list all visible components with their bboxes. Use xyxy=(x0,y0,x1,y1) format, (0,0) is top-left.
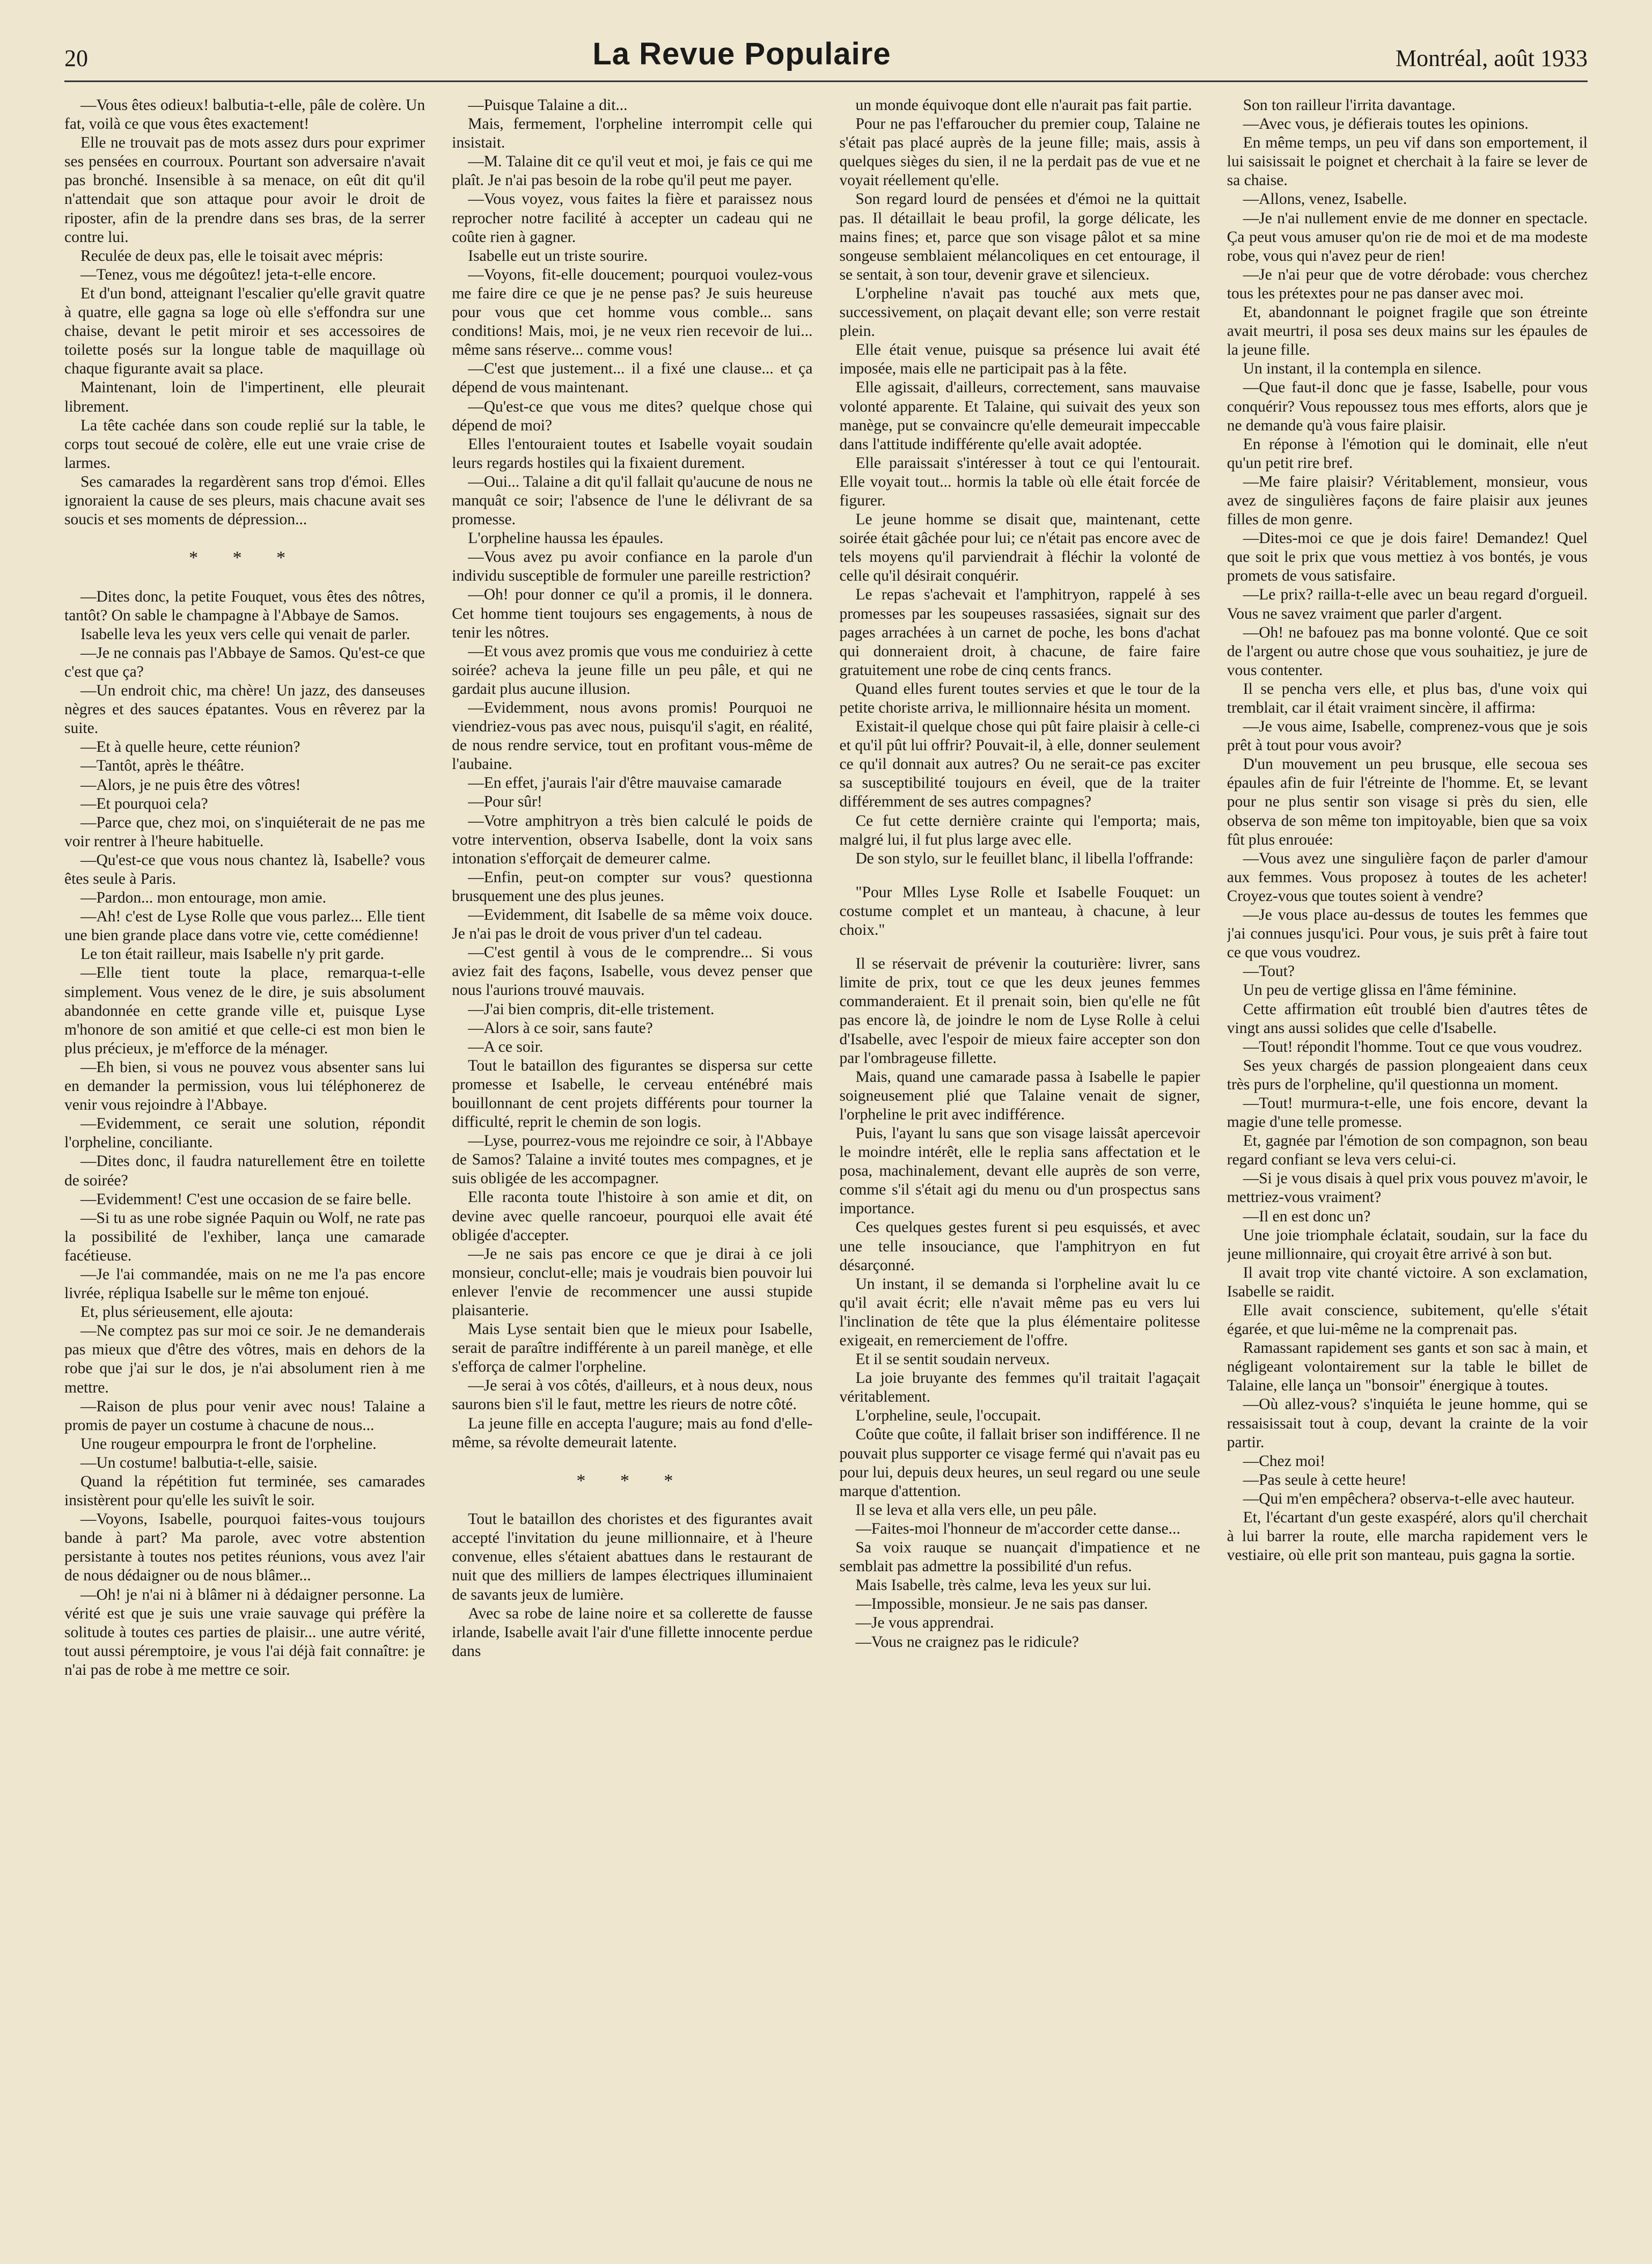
paragraph: —Je n'ai nullement envie de me donner en spectacle. Ça peut vous amuser qu'on rie de moi et de ma modeste robe, vous qui n'avez peur de rien! xyxy=(1227,209,1588,265)
paragraph: L'orpheline n'avait pas touché aux mets que, successivement, on plaçait devant elle; son verre restait plein. xyxy=(839,284,1200,340)
paragraph: L'orpheline, seule, l'occupait. xyxy=(855,1407,1041,1425)
paragraph: Il se leva et alla vers elle, un peu pâle. xyxy=(855,1501,1097,1519)
paragraph: —M. Talaine dit ce qu'il veut et moi, je fais ce qui me plaît. Je n'ai pas besoin de la robe qu'il peut me payer. xyxy=(452,153,813,189)
paragraph: —J'ai bien compris, dit-elle tristement. xyxy=(468,1000,715,1018)
paragraph: —Je vous apprendrai. xyxy=(855,1614,994,1632)
paragraph: —Avec vous, je défierais toutes les opinions. xyxy=(1243,115,1529,133)
paragraph: —Raison de plus pour venir avec nous! Talaine a promis de payer un costume à chacune de nous... xyxy=(64,1397,425,1434)
paragraph: —Si tu as une robe signée Paquin ou Wolf, ne rate pas la possibilité de l'exhiber, lança une camarade facétieuse. xyxy=(64,1209,425,1264)
paragraph: Un instant, il se demanda si l'orpheline avait lu ce qu'il avait écrit; elle n'avait même pas eu vers lui l'inclination de tête que la plus élémentaire politesse exigeait, en remerciement de l'offre. xyxy=(839,1275,1200,1349)
paragraph: Cette affirmation eût troublé bien d'autres têtes de vingt ans aussi solides que celle d'Isabelle. xyxy=(1227,1000,1588,1037)
paragraph: Puis, l'ayant lu sans que son visage laissât apercevoir le moindre intérêt, elle le replia sans affectation et le posa, machinalement, devant elle auprès de son verre, comme s'il s'était agi du menu ou d'un prospectus sans importance. xyxy=(839,1124,1200,1218)
paragraph: —Vous avez une singulière façon de parler d'amour aux femmes. Vous proposez à toutes de les acheter! Croyez-vous que toutes soient à vendre? xyxy=(1227,849,1588,905)
paragraph: —Un costume! balbutia-t-elle, saisie. xyxy=(80,1454,318,1471)
paragraph: —Tout? xyxy=(1243,963,1295,980)
paragraph: —Oh! je n'ai ni à blâmer ni à dédaigner personne. La vérité est que je suis une vraie sauvage qui préfère la solitude à toutes ces parties de plaisir... une autre vérité, tout aussi péremptoire, je vous l'ai déjà fait connaître: je n'ai pas de robe à me mettre ce soir. xyxy=(64,1586,425,1679)
paragraph: —Elle tient toute la place, remarqua-t-elle simplement. Vous venez de le dire, je suis absolument abandonnée en cette grande ville et, puisque Lyse m'honore de son amitié et que celle-ci est mon bien le plus précieux, je m'efforce de la ménager. xyxy=(64,964,425,1057)
paragraph: Sa voix rauque se nuançait d'impatience et ne semblait pas admettre la possibilité d'un refus. xyxy=(839,1539,1200,1576)
paragraph: En même temps, un peu vif dans son emportement, il lui saisissait le poignet et cherchait à la faire se lever de sa chaise. xyxy=(1227,134,1588,189)
paragraph: Elles l'entouraient toutes et Isabelle voyait soudain leurs regards hostiles qui la fixaient durement. xyxy=(452,435,813,472)
paragraph: —Alors, je ne puis être des vôtres! xyxy=(80,776,301,794)
paragraph: Il avait trop vite chanté victoire. A son exclamation, Isabelle se raidit. xyxy=(1227,1264,1588,1300)
paragraph: Un instant, il la contempla en silence. xyxy=(1243,360,1481,378)
paragraph: La jeune fille en accepta l'augure; mais au fond d'elle-même, sa révolte demeurait latente. xyxy=(452,1415,813,1451)
paragraph: Et, l'écartant d'un geste exaspéré, alors qu'il cherchait à lui barrer la route, elle marcha rapidement vers le vestiaire, où elle prit son manteau, puis gagna la sortie. xyxy=(1227,1509,1588,1564)
paragraph: —Un endroit chic, ma chère! Un jazz, des danseuses nègres et des sauces épatantes. Vous en rêverez par la suite. xyxy=(64,682,425,737)
paragraph: Le jeune homme se disait que, maintenant, cette soirée était gâchée pour lui; ce n'était pas encore avec de tels moyens qu'il parviendrait à fléchir la volonté de celle qu'il désirait conquérir. xyxy=(839,511,1200,585)
paragraph: Il se pencha vers elle, et plus bas, d'une voix qui tremblait, car il était vraiment sincère, il affirma: xyxy=(1227,680,1588,716)
paragraph: —Je serai à vos côtés, d'ailleurs, et à nous deux, nous saurons bien s'il le faut, mettre les rieurs de notre côté. xyxy=(452,1377,813,1413)
text-column-1 xyxy=(64,96,425,2232)
paragraph: Coûte que coûte, il fallait briser son indifférence. Il ne pouvait plus supporter ce visage fermé qui n'avait pas eu pour lui, depuis deux heures, un seul regard ou une seule marque d'attention. xyxy=(839,1426,1200,1500)
paragraph: Reculée de deux pas, elle le toisait avec mépris: xyxy=(80,247,384,265)
paragraph: —Votre amphitryon a très bien calculé le poids de votre intervention, observa Isabelle, dont la voix sans intonation s'efforçait de demeurer calme. xyxy=(452,812,813,867)
paragraph: —Tantôt, après le théâtre. xyxy=(80,757,245,775)
paragraph: Elle était venue, puisque sa présence lui avait été imposée, mais elle ne participait pas à la fête. xyxy=(839,341,1200,378)
paragraph: Tout le bataillon des choristes et des figurantes avait accepté l'invitation du jeune millionnaire, et à l'heure convenue, elles s'étaient abattues dans le restaurant de nuit que des milliers de lampes électriques illuminaient de savants jeux de lumière. xyxy=(452,1511,813,1603)
paragraph: Maintenant, loin de l'impertinent, elle pleurait librement. xyxy=(64,379,425,415)
paragraph: Elle raconta toute l'histoire à son amie et dit, on devine avec quelle rancoeur, pourquoi elle avait été obligée d'accepter. xyxy=(452,1189,813,1244)
quoted-note: "Pour Mlles Lyse Rolle et Isabelle Fouquet: un costume complet et un manteau, à chacune, à leur choix." xyxy=(839,883,1200,939)
paragraph: Ces quelques gestes furent si peu esquissés, et avec une telle insouciance, que l'amphitryon en fut désarçonné. xyxy=(839,1219,1200,1274)
paragraph: —Et vous avez promis que vous me conduiriez à cette soirée? acheva la jeune fille un peu pâle, et qui ne gardait plus aucune illusion. xyxy=(452,642,813,698)
paragraph: Isabelle eut un triste sourire. xyxy=(468,247,648,265)
paragraph: —Dites-moi ce que je dois faire! Demandez! Quel que soit le prix que vous mettiez à vos bontés, je vous promets de vous satisfaire. xyxy=(1227,530,1588,585)
paragraph: —Je vous aime, Isabelle, comprenez-vous que je sois prêt à tout pour vous avoir? xyxy=(1227,718,1588,754)
page-header xyxy=(64,32,1588,72)
text-column-4 xyxy=(1227,96,1588,2232)
paragraph: —Que faut-il donc que je fasse, Isabelle, pour vous conquérir? Vous repoussez tous mes efforts, alors que je ne demande qu'à vous faire plaisir. xyxy=(1227,379,1588,434)
page-number: 20 xyxy=(64,45,88,71)
paragraph: —Pardon... mon entourage, mon amie. xyxy=(80,889,326,907)
header-rule xyxy=(64,80,1588,82)
paragraph: —Vous ne craignez pas le ridicule? xyxy=(855,1633,1079,1651)
paragraph: Une rougeur empourpra le front de l'orpheline. xyxy=(80,1435,377,1453)
paragraph: —Faites-moi l'honneur de m'accorder cette danse... xyxy=(855,1520,1180,1537)
paragraph: —Parce que, chez moi, on s'inquiéterait de ne pas me voir rentrer à l'heure habituelle. xyxy=(64,814,425,850)
paragraph: —Impossible, monsieur. Je ne sais pas danser. xyxy=(855,1595,1148,1613)
paragraph: Le repas s'achevait et l'amphitryon, rappelé à ses promesses par les soupeuses rassasiées, signait sur des pages arrachées à un carnet de poche, les bons d'achat qui donneraient droit, à chacune, de faire faire gratuitement une robe de cinq cents francs. xyxy=(839,586,1200,679)
paragraph: —En effet, j'aurais l'air d'être mauvaise camarade xyxy=(468,774,782,792)
paragraph: Elle agissait, d'ailleurs, correctement, sans mauvaise volonté apparente. Et Talaine, qui suivait des yeux son manège, put se convaincre qu'elle demeurait impeccable dans l'attitude indifférente qu'elle avait adoptée. xyxy=(839,379,1200,453)
paragraph: —Et à quelle heure, cette réunion? xyxy=(80,738,300,756)
paragraph: —Evidemment, nous avons promis! Pourquoi ne viendriez-vous pas avec nous, puisqu'il s'agit, en réalité, de nous rendre service, tout en profitant vous-même de l'aubaine. xyxy=(452,699,813,773)
paragraph: —Ne comptez pas sur moi ce soir. Je ne demanderais pas mieux que d'être des vôtres, mais en dehors de la robe que j'ai sur le dos, je n'ai absolument rien à me mettre. xyxy=(64,1322,425,1396)
paragraph: Une joie triomphale éclatait, soudain, sur la face du jeune millionnaire, qui croyait être arrivé à son but. xyxy=(1227,1226,1588,1263)
paragraph: —Si je vous disais à quel prix vous pouvez m'avoir, le mettriez-vous vraiment? xyxy=(1227,1170,1588,1206)
paragraph: —Qui m'en empêchera? observa-t-elle avec hauteur. xyxy=(1243,1490,1575,1507)
paragraph: —Allons, venez, Isabelle. xyxy=(1243,191,1407,208)
paragraph: —Le prix? railla-t-elle avec un beau regard d'orgueil. Vous ne savez vraiment que parler d'argent. xyxy=(1227,586,1588,622)
issue-date: Montréal, août 1933 xyxy=(1395,45,1588,71)
paragraph: Quand elles furent toutes servies et que le tour de la petite choriste arriva, le millionnaire hésita un moment. xyxy=(839,680,1200,716)
paragraph: —Enfin, peut-on compter sur vous? questionna brusquement une des plus jeunes. xyxy=(452,868,813,905)
paragraph: —Je l'ai commandée, mais on ne me l'a pas encore livrée, répliqua Isabelle sur le même ton enjoué. xyxy=(64,1265,425,1302)
paragraph: —Pas seule à cette heure! xyxy=(1243,1471,1407,1489)
paragraph: Son ton railleur l'irrita davantage. xyxy=(1243,97,1456,114)
paragraph: —Je ne connais pas l'Abbaye de Samos. Qu'est-ce que c'est que ça? xyxy=(64,644,425,680)
paragraph: —Je vous place au-dessus de toutes les femmes que j'ai connues jusqu'ici. Pour vous, je suis prêt à faire tout ce que vous voudrez. xyxy=(1227,906,1588,962)
section-separator: * * * xyxy=(576,1470,688,1491)
text-column-2 xyxy=(452,96,812,2232)
paragraph: Ce fut cette dernière crainte qui l'emporta; mais, malgré lui, il fut plus large avec elle. xyxy=(839,812,1200,848)
paragraph: D'un mouvement un peu brusque, elle secoua ses épaules afin de fuir l'étreinte de l'homme. Et, se levant pour ne plus sentir son visage si près du sien, elle observa de son même ton impitoyable, bien que sa voix fût plus enrouée: xyxy=(1227,756,1588,848)
paragraph: —Voyons, fit-elle doucement; pourquoi voulez-vous me faire dire ce que je ne pense pas? Je suis heureuse pour vous que cet homme vous comble... sans conditions! Mais, moi, je ne veux rien recevoir de lui... même sans réserve... comme vous! xyxy=(452,266,813,359)
paragraph: —A ce soir. xyxy=(468,1038,544,1056)
paragraph: un monde équivoque dont elle n'aurait pas fait partie. xyxy=(855,97,1192,114)
paragraph: —Evidemment, dit Isabelle de sa même voix douce. Je n'ai pas le droit de vous priver d'un tel cadeau. xyxy=(452,906,813,943)
paragraph: —Tout! répondit l'homme. Tout ce que vous voudrez. xyxy=(1243,1038,1583,1056)
paragraph: —Il en est donc un? xyxy=(1243,1207,1371,1225)
paragraph: Il se réservait de prévenir la couturière: livrer, sans limite de prix, tout ce que les deux jeunes femmes commanderaient. Et il prenait soin, bien qu'elle ne fût pas encore là, de joindre le nom de Lyse Rolle à celui d'Isabelle, avec l'espoir de mieux faire accepter son don par l'ombrageuse fillette. xyxy=(839,955,1200,1067)
paragraph: —Où allez-vous? s'inquiéta le jeune homme, qui se ressaisissait tout à coup, devant la crainte de la voir partir. xyxy=(1227,1396,1588,1451)
paragraph: —C'est gentil à vous de le comprendre... Si vous aviez fait des façons, Isabelle, vous devez penser que nous l'aurions trouvé mauvais. xyxy=(452,944,813,999)
paragraph: —Lyse, pourrez-vous me rejoindre ce soir, à l'Abbaye de Samos? Talaine a invité toutes mes compagnes, et je suis obligée de les accompagner. xyxy=(452,1132,813,1188)
paragraph: Avec sa robe de laine noire et sa collerette de fausse irlande, Isabelle avait l'air d'une fillette innocente perdue dans xyxy=(452,1604,813,1660)
paragraph: Ses yeux chargés de passion plongeaient dans ceux très purs de l'orpheline, qu'il questionna un moment. xyxy=(1227,1057,1588,1093)
text-column-3 xyxy=(840,96,1200,2232)
paragraph: Et, plus sérieusement, elle ajouta: xyxy=(80,1303,293,1321)
paragraph: Elle ne trouvait pas de mots assez durs pour exprimer ses pensées en courroux. Pourtant son adversaire n'avait pas bronché. Insensible à sa menace, on eût dit qu'il n'attendait que son attaque pour avoir le droit de riposter, afin de la prendre dans ses bras, de la serrer contre lui. xyxy=(64,134,425,246)
paragraph: —Voyons, Isabelle, pourquoi faites-vous toujours bande à part? Ma parole, avec votre abstention persistante à toutes nos petites réunions, vous avez l'air de nous dédaigner ou de nous blâmer... xyxy=(64,1511,425,1585)
paragraph: La tête cachée dans son coude replié sur la table, le corps tout secoué de colère, elle eut une vraie crise de larmes. xyxy=(64,416,425,472)
paragraph: Et il se sentit soudain nerveux. xyxy=(855,1351,1050,1368)
paragraph: —Alors à ce soir, sans faute? xyxy=(468,1019,653,1037)
paragraph: Tout le bataillon des figurantes se dispersa sur cette promesse et Isabelle, le cerveau enténébré mais bouillonnant de cent projets différents pour tourner la difficulté, reprit le chemin de son logis. xyxy=(452,1057,813,1131)
paragraph: Isabelle leva les yeux vers celle qui venait de parler. xyxy=(80,625,410,643)
paragraph: Ses camarades la regardèrent sans trop d'émoi. Elles ignoraient la cause de ses pleurs, mais chacune avait ses soucis et ses moments de dépression... xyxy=(64,473,425,529)
paragraph: —Je n'ai peur que de votre dérobade: vous cherchez tous les prétextes pour ne pas danser avec moi. xyxy=(1227,266,1588,302)
paragraph: Elle paraissait s'intéresser à tout ce qui l'entourait. Elle voyait tout... hormis la table où elle était forcée de figurer. xyxy=(839,454,1200,509)
paragraph: Mais, fermement, l'orpheline interrompit celle qui insistait. xyxy=(452,115,813,152)
paragraph: De son stylo, sur le feuillet blanc, il libella l'offrande: xyxy=(855,849,1194,867)
paragraph: Le ton était railleur, mais Isabelle n'y prit garde. xyxy=(80,946,385,963)
paragraph: —Eh bien, si vous ne pouvez vous absenter sans lui en demander la permission, vous lui téléphonerez de venir vous rejoindre à l'Abbaye. xyxy=(64,1058,425,1114)
paragraph: En réponse à l'émotion qui le dominait, elle n'eut qu'un petit rire bref. xyxy=(1227,435,1588,472)
paragraph: —Et pourquoi cela? xyxy=(80,795,208,812)
paragraph: La joie bruyante des femmes qu'il traitait l'agaçait véritablement. xyxy=(839,1369,1200,1406)
paragraph: Mais Lyse sentait bien que le mieux pour Isabelle, serait de paraître indifférente à un pareil manège, et elle s'efforça de calmer l'orpheline. xyxy=(452,1321,813,1376)
text-columns xyxy=(64,96,1588,2232)
paragraph: L'orpheline haussa les épaules. xyxy=(468,530,664,547)
paragraph: —Evidemment! C'est une occasion de se faire belle. xyxy=(80,1190,412,1208)
paragraph: —Qu'est-ce que vous me dites? quelque chose qui dépend de moi? xyxy=(452,398,813,434)
paragraph: —Oui... Talaine a dit qu'il fallait qu'aucune de nous ne manquât ce soir; l'absence de l'une le délivrant de sa promesse. xyxy=(452,473,813,529)
journal-title: La Revue Populaire xyxy=(592,36,891,71)
paragraph: —Dites donc, la petite Fouquet, vous êtes des nôtres, tantôt? On sable le champagne à l'Abbaye de Samos. xyxy=(64,588,425,624)
paragraph: Mais, quand une camarade passa à Isabelle le papier soigneusement plié que Talaine venait de signer, l'orpheline le prit avec indifférence. xyxy=(839,1068,1200,1123)
paragraph: Pour ne pas l'effaroucher du premier coup, Talaine ne s'était pas placé auprès de la jeune fille; mais, assis à quelques sièges du sien, il ne la perdait pas de vue et ne voyait réellement qu'elle. xyxy=(839,115,1200,189)
paragraph: Et, abandonnant le poignet fragile que son étreinte avait meurtri, il posa ses deux mains sur les épaules de la jeune fille. xyxy=(1227,304,1588,359)
paragraph: —Puisque Talaine a dit... xyxy=(468,97,628,114)
paragraph: Elle avait conscience, subitement, qu'elle s'était égarée, et que lui-même ne la comprenait pas. xyxy=(1227,1302,1588,1338)
paragraph: Existait-il quelque chose qui pût faire plaisir à celle-ci et qu'il pût lui offrir? Pouvait-il, à elle, donner seulement ce qu'il donnait aux autres? Ou ne serait-ce pas exciter sa susceptibilité toujours en éveil, que de la traiter différemment de ses autres compagnes? xyxy=(839,718,1200,811)
paragraph: —Tout! murmura-t-elle, une fois encore, devant la magie d'une telle promesse. xyxy=(1227,1094,1588,1131)
paragraph: —Oh! ne bafouez pas ma bonne volonté. Que ce soit de l'argent ou autre chose que vous souhaitiez, je jure de vous contenter. xyxy=(1227,624,1588,679)
paragraph: Ramassant rapidement ses gants et son sac à main, et négligeant volontairement sur la table le billet de Talaine, elle lança un "bonsoir" énergique à toutes. xyxy=(1227,1339,1588,1395)
paragraph: —Oh! pour donner ce qu'il a promis, il le donnera. Cet homme tient toujours ses engagements, à nous de tenir les nôtres. xyxy=(452,586,813,641)
paragraph: Son regard lourd de pensées et d'émoi ne la quittait pas. Il détaillait le beau profil, la gorge délicate, les mains fines; et, parce que son visage pâlot et sa mine songeuse semblaient mélancoliques en cet entourage, il se sentait, à son tour, devenir grave et silencieux. xyxy=(839,191,1200,283)
paragraph: —Pour sûr! xyxy=(468,793,542,811)
paragraph: —Qu'est-ce que vous nous chantez là, Isabelle? vous êtes seule à Paris. xyxy=(64,851,425,888)
paragraph: —Chez moi! xyxy=(1243,1452,1325,1470)
paragraph: —Ah! c'est de Lyse Rolle que vous parlez... Elle tient une bien grande place dans votre vie, cette comédienne! xyxy=(64,908,425,944)
paragraph: Mais Isabelle, très calme, leva les yeux sur lui. xyxy=(855,1577,1151,1594)
paragraph: —Vous avez pu avoir confiance en la parole d'un individu susceptible de formuler une pareille restriction? xyxy=(452,548,813,585)
paragraph: Et d'un bond, atteignant l'escalier qu'elle gravit quatre à quatre, elle gagna sa loge où elle s'effondra sur une chaise, devant le petit miroir et ses accessoires de toilette posés sur la longue table de maquillage où chaque figurante avait sa place. xyxy=(64,284,425,378)
paragraph: Un peu de vertige glissa en l'âme féminine. xyxy=(1243,981,1517,999)
paragraph: —Tenez, vous me dégoûtez! jeta-t-elle encore. xyxy=(80,266,376,283)
paragraph: —C'est que justement... il a fixé une clause... et ça dépend de vous maintenant. xyxy=(452,360,813,397)
paragraph: —Vous êtes odieux! balbutia-t-elle, pâle de colère. Un fat, voilà ce que vous êtes exactement! xyxy=(64,97,425,133)
paragraph: —Dites donc, il faudra naturellement être en toilette de soirée? xyxy=(64,1153,425,1189)
paragraph: —Evidemment, ce serait une solution, répondit l'orpheline, conciliante. xyxy=(64,1115,425,1152)
paragraph: Quand la répétition fut terminée, ses camarades insistèrent pour qu'elle les suivît le soir. xyxy=(64,1473,425,1510)
section-separator: * * * xyxy=(189,548,301,568)
paragraph: Et, gagnée par l'émotion de son compagnon, son beau regard confiant se leva vers celui-ci. xyxy=(1227,1132,1588,1169)
paragraph: —Je ne sais pas encore ce que je dirai à ce joli monsieur, conclut-elle; mais je voudrais bien pouvoir lui enlever l'envie de recommencer une aussi stupide plaisanterie. xyxy=(452,1245,813,1319)
paragraph: —Vous voyez, vous faites la fière et paraissez nous reprocher notre facilité à accepter un cadeau qui ne coûte rien à gagner. xyxy=(452,191,813,246)
paragraph: —Me faire plaisir? Véritablement, monsieur, vous avez de singulières façons de faire plaisir aux jeunes filles de mon genre. xyxy=(1227,473,1588,529)
